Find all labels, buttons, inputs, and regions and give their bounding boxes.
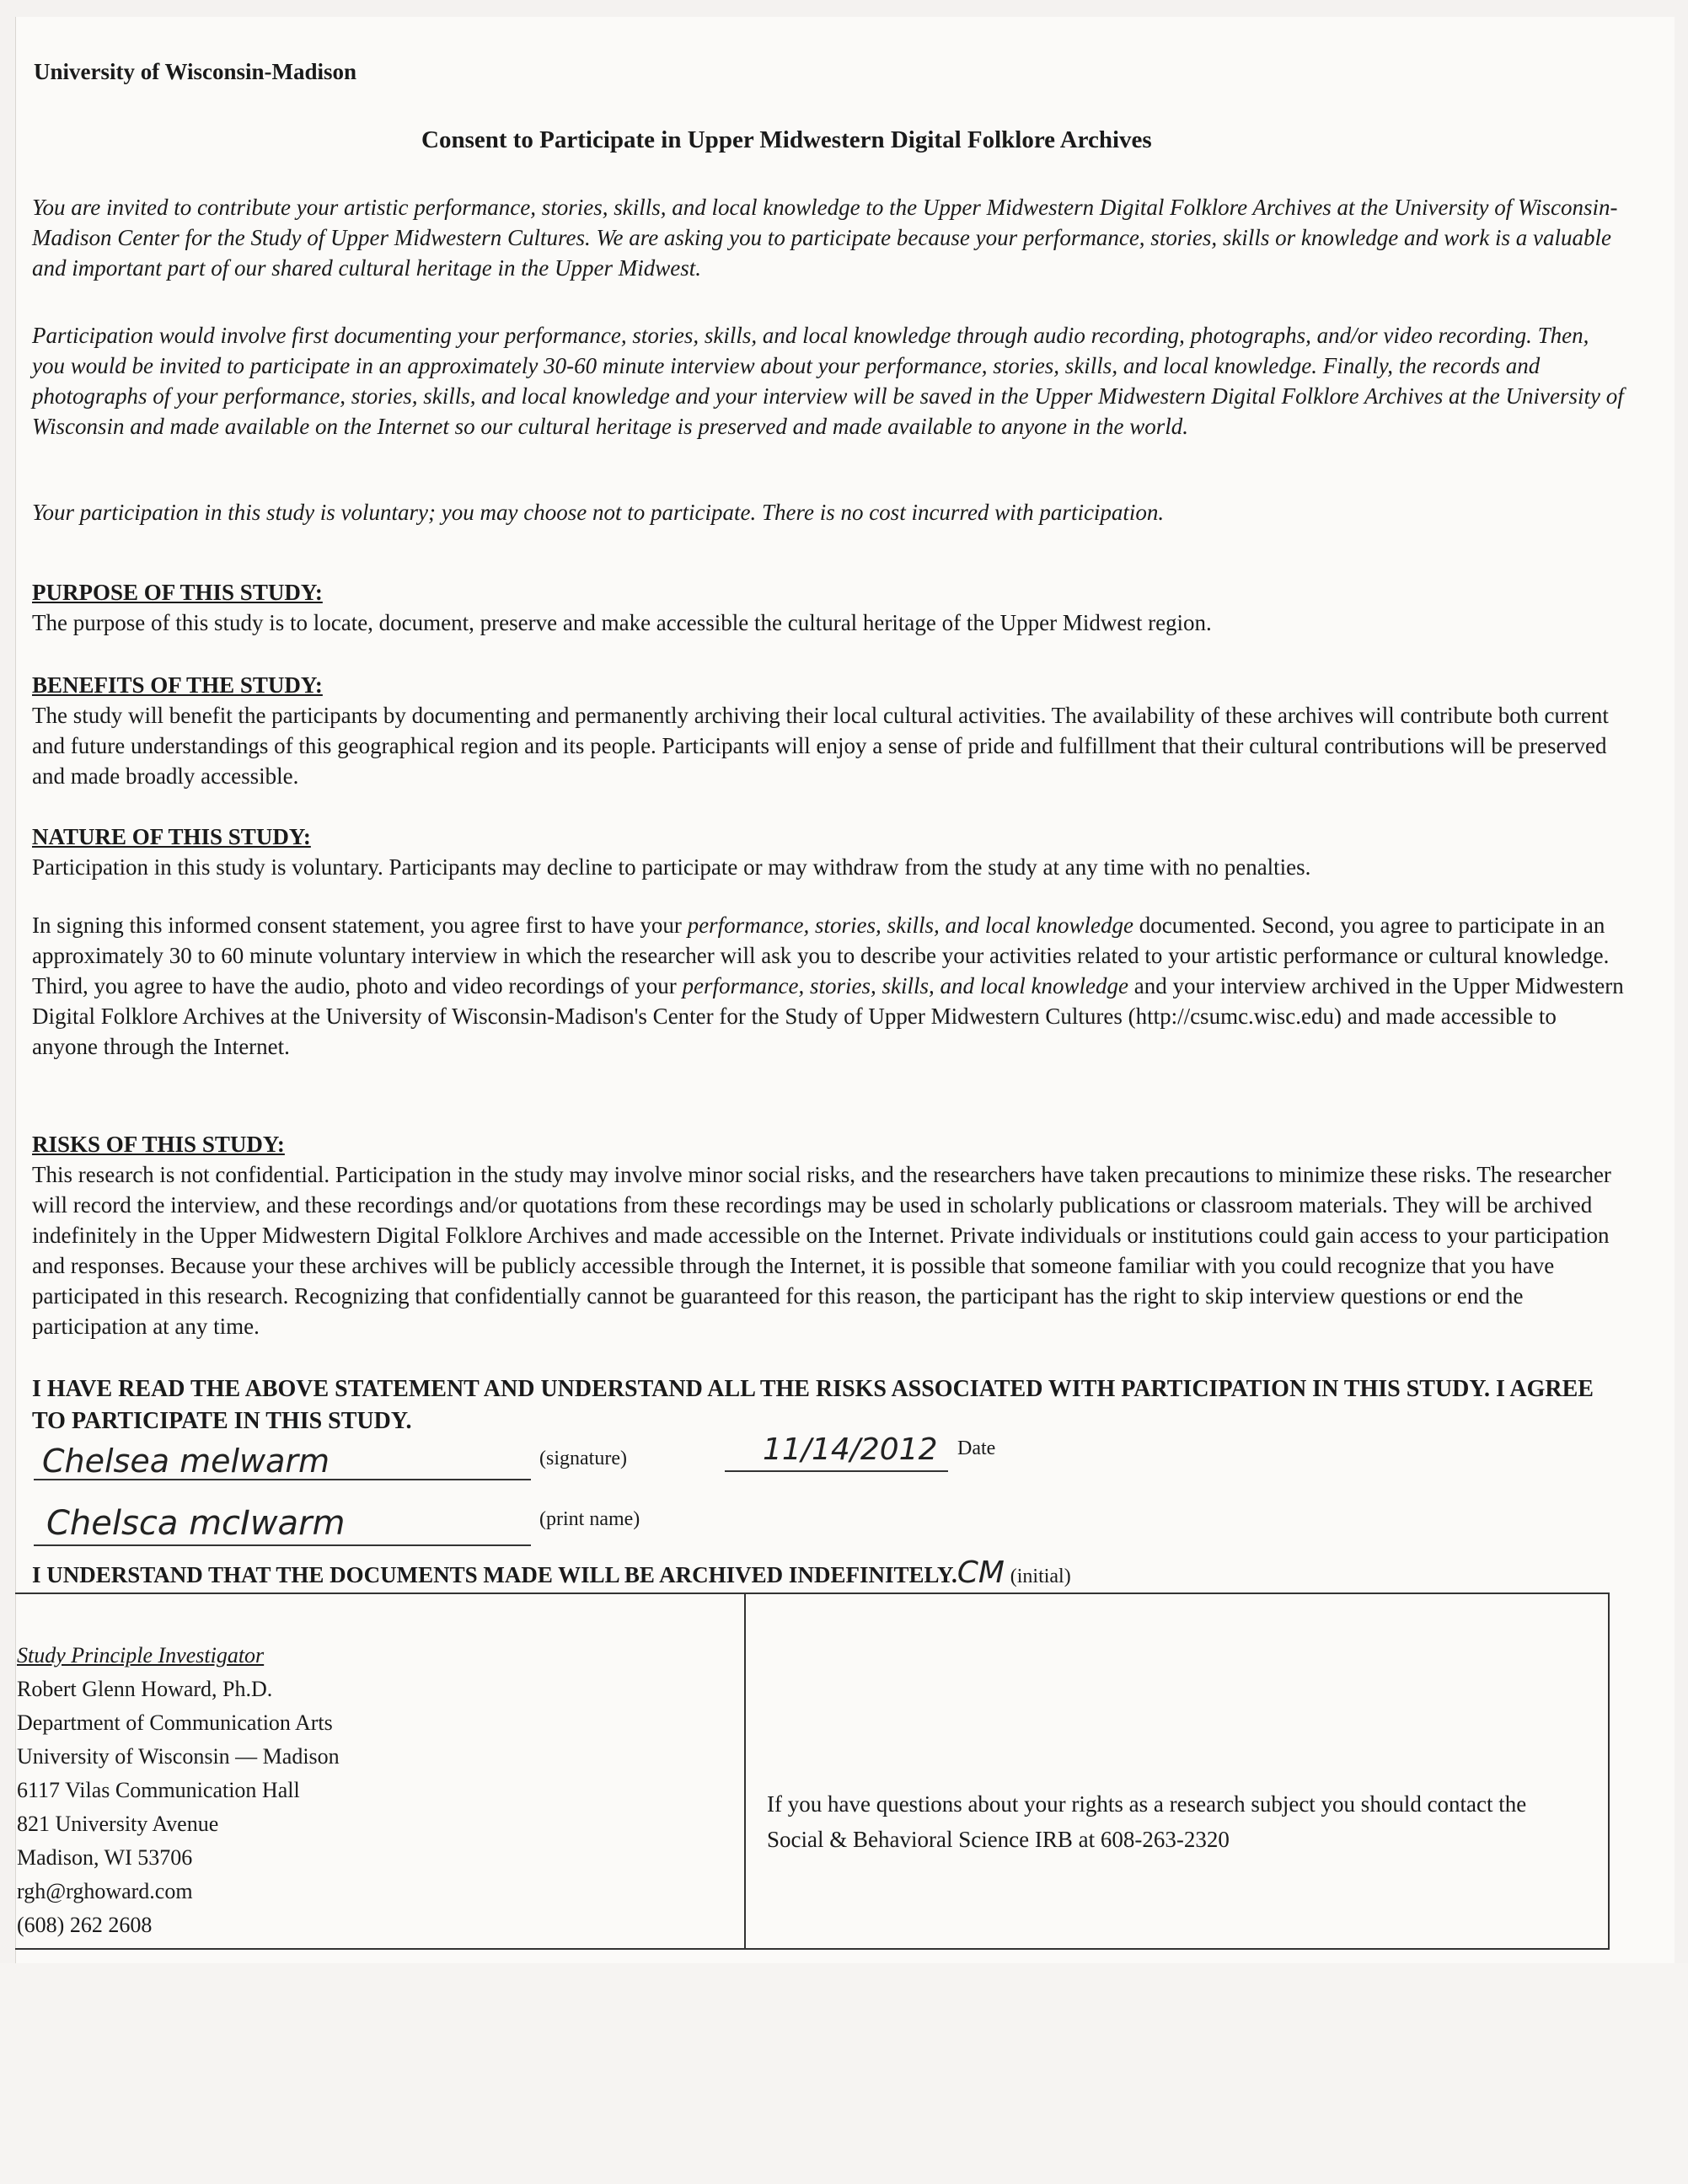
investigator-block bbox=[17, 1639, 340, 1942]
investigator-phone: (608) 262 2608 bbox=[17, 1913, 153, 1937]
initial-label: (initial) bbox=[1010, 1566, 1071, 1587]
purpose-section bbox=[32, 577, 1625, 638]
investigator-street: 821 University Avenue bbox=[17, 1812, 219, 1836]
date-value: 11/14/2012 bbox=[763, 1432, 938, 1467]
participation-paragraph: Participation would involve first documenting your performance, stories, skills, and local knowledge through audio recording, photographs, and/or video recording. Then, you would be invited to participate in an approximately 30-60 minute interview about your performance, stories, skills, and local knowledge. Finally, the records and photographs of your performance, stories, skills, and local knowledge and your interview will be saved in the Upper Midwestern Digital Folklore Archives at the University of Wisconsin and made available on the Internet so our cultural heritage is preserved and made available to anyone in the world. bbox=[32, 323, 1624, 439]
benefits-heading: BENEFITS OF THE STUDY: bbox=[32, 672, 323, 698]
intro-paragraph: You are invited to contribute your artistic performance, stories, skills, and local knowledge to the Upper Midwestern Digital Folklore Archives at the University of Wisconsin-Madison Center for the Study of Upper Midwestern Cultures. We are asking you to participate because your performance, stories, skills or knowledge and work is a valuable and important part of our shared cultural heritage in the Upper Midwest. bbox=[32, 195, 1618, 281]
benefits-section bbox=[32, 670, 1625, 791]
voluntary-paragraph: Your participation in this study is voluntary; you may choose not to participate. There is no cost incurred with participation. bbox=[32, 500, 1165, 525]
risks-text: This research is not confidential. Participation in the study may involve minor social risks, and the researchers have taken precautions to minimize these risks. The researcher will record the interview, and these recordings and/or quotations from these recordings may be used in scholarly publications or classroom materials. They will be archived indefinitely in the Upper Midwestern Digital Folklore Archives and made accessible on the Internet. Private individuals or institutions could gain access to your participation and responses. Because your these archives will be publicly accessible through the Internet, it is possible that someone familiar with you could recognize that you have participated in this research. Recognizing that confidentially cannot be guaranteed for this reason, the participant has the right to skip interview questions or end the participation at any time. bbox=[32, 1162, 1611, 1339]
benefits-text: The study will benefit the participants by documenting and permanently archiving their local cultural activities. The availability of these archives will contribute both current and future understandings of this geographical region and its people. Participants will enjoy a sense of pride and fulfillment that their cultural contributions will be preserved and made broadly accessible. bbox=[32, 703, 1609, 789]
letterhead: University of Wisconsin-Madison bbox=[34, 59, 357, 84]
purpose-heading: PURPOSE OF THIS STUDY: bbox=[32, 580, 323, 605]
purpose-text: The purpose of this study is to locate, document, preserve and make accessible the cultural heritage of the Upper Midwest region. bbox=[32, 610, 1212, 635]
signing-paragraph bbox=[32, 910, 1625, 1062]
signing-italic-1: performance, stories, skills, and local knowledge bbox=[687, 913, 1134, 938]
signing-text-2: documented. Second, you agree to participate in an approximately 30 to 60 minute voluntary interview in which the researcher will ask you to describe your activities related to your artistic performance or cultural knowledge. Third, you agree to have the audio, photo and video recordings of your bbox=[32, 913, 1610, 998]
contact-box-divider bbox=[744, 1592, 746, 1948]
investigator-city: Madison, WI 53706 bbox=[17, 1845, 193, 1870]
agree-statement: I HAVE READ THE ABOVE STATEMENT AND UNDERSTAND ALL THE RISKS ASSOCIATED WITH PARTICIPATION IN THIS STUDY. I AGREE TO PARTICIPATE IN THIS STUDY. bbox=[32, 1376, 1594, 1434]
print-name-line bbox=[34, 1544, 531, 1546]
risks-heading: RISKS OF THIS STUDY: bbox=[32, 1132, 285, 1157]
investigator-heading: Study Principle Investigator bbox=[17, 1643, 265, 1667]
investigator-department: Department of Communication Arts bbox=[17, 1710, 333, 1735]
signing-italic-2: performance, stories, skills, and local knowledge bbox=[682, 973, 1128, 998]
page-title: Consent to Participate in Upper Midwestern Digital Folklore Archives bbox=[421, 126, 1152, 153]
print-name-handwriting: Chelsca mcIwarm bbox=[46, 1504, 346, 1543]
date-line bbox=[725, 1470, 948, 1472]
archive-statement bbox=[32, 1557, 1616, 1592]
signing-text-1: In signing this informed consent statement, you agree first to have your bbox=[32, 913, 688, 938]
risks-section bbox=[32, 1129, 1625, 1341]
signature-line bbox=[34, 1479, 531, 1480]
nature-text: Participation in this study is voluntary. Participants may decline to participate or may withdraw from the study at any time with no penalties. bbox=[32, 854, 1311, 880]
archive-statement-text: I UNDERSTAND THAT THE DOCUMENTS MADE WILL BE ARCHIVED INDEFINITELY. bbox=[32, 1562, 957, 1587]
signature-handwriting: Chelsea melwarm bbox=[42, 1443, 330, 1480]
signing-text-3: and your interview archived in the Upper Midwestern Digital Folklore Archives at the University of Wisconsin-Madison's Center for the Study of Upper Midwestern Cultures (http://csumc.wisc.edu) and made accessible to anyone through the Internet. bbox=[32, 973, 1624, 1059]
investigator-email: rgh@rghoward.com bbox=[17, 1879, 193, 1903]
initial-handwriting: CM bbox=[957, 1555, 1005, 1590]
investigator-university: University of Wisconsin — Madison bbox=[17, 1744, 340, 1769]
nature-heading: NATURE OF THIS STUDY: bbox=[32, 824, 311, 849]
nature-section bbox=[32, 822, 1625, 882]
background-surface bbox=[0, 1963, 1688, 2184]
print-name-label: (print name) bbox=[539, 1508, 640, 1530]
signature-label: (signature) bbox=[539, 1448, 627, 1469]
irb-contact-note: If you have questions about your rights as a research subject you should contact the Social & Behavioral Science IRB at 608-263-2320 bbox=[767, 1791, 1527, 1852]
investigator-name: Robert Glenn Howard, Ph.D. bbox=[17, 1677, 273, 1701]
investigator-office: 6117 Vilas Communication Hall bbox=[17, 1778, 300, 1802]
date-label: Date bbox=[957, 1437, 996, 1459]
